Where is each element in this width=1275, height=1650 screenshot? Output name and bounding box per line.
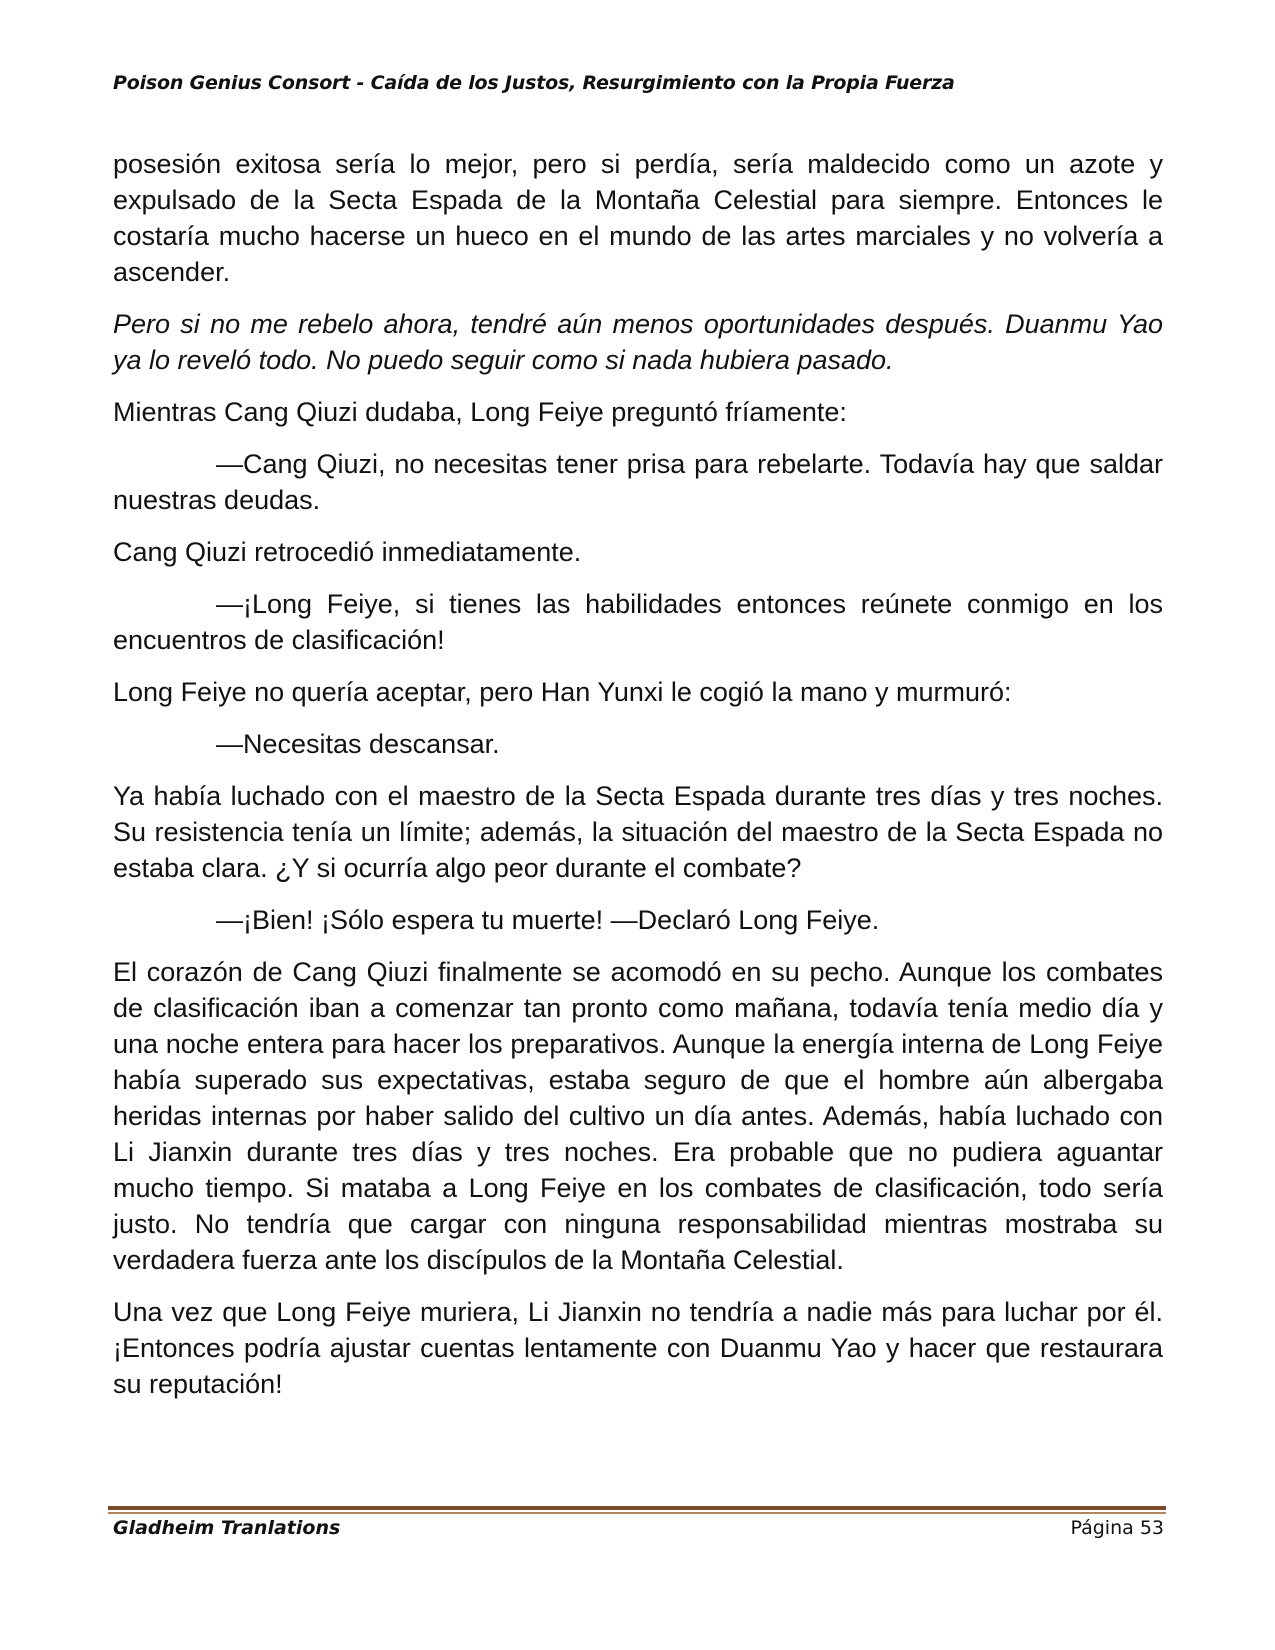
footer-rule-thin	[108, 1512, 1166, 1514]
footer-rule-thick	[108, 1506, 1166, 1510]
paragraph: Una vez que Long Feiye muriera, Li Jianxin no tendría a nadie más para luchar por él. ¡Entonces podría ajustar cuentas lentamente con Duanmu Yao y hacer que restaurara su reputación!	[113, 1297, 1163, 1399]
page-label: Página	[1070, 1517, 1134, 1539]
paragraph: Long Feiye no quería aceptar, pero Han Yunxi le cogió la mano y murmuró:	[113, 677, 1012, 707]
footer-publisher: Gladheim Tranlations	[113, 1517, 341, 1539]
paragraph: Mientras Cang Qiuzi dudaba, Long Feiye preguntó fríamente:	[113, 397, 847, 427]
body-text	[113, 146, 1163, 1418]
paragraph-italic-thought: Pero si no me rebelo ahora, tendré aún menos oportunidades después. Duanmu Yao ya lo reveló todo. No puedo seguir como si nada hubiera pasado.	[113, 309, 1163, 375]
dialog-line: —¡Long Feiye, si tienes las habilidades entonces reúnete conmigo en los encuentros de clasificación!	[113, 589, 1163, 655]
page-number: 53	[1139, 1517, 1164, 1539]
dialog-line: —Necesitas descansar.	[216, 729, 500, 759]
paragraph: Cang Qiuzi retrocedió inmediatamente.	[113, 537, 582, 567]
paragraph: Ya había luchado con el maestro de la Secta Espada durante tres días y tres noches. Su resistencia tenía un límite; además, la situación del maestro de la Secta Espada no estaba clara. ¿Y si ocurría algo peor durante el combate?	[113, 781, 1163, 883]
footer-page-number	[1070, 1517, 1164, 1539]
running-header: Poison Genius Consort - Caída de los Justos, Resurgimiento con la Propia Fuerza	[113, 72, 955, 94]
paragraph: El corazón de Cang Qiuzi finalmente se acomodó en su pecho. Aunque los combates de clasificación iban a comenzar tan pronto como mañana, todavía tenía medio día y una noche entera para hacer los preparativos. Aunque la energía interna de Long Feiye había superado sus expectativas, estaba seguro de que el hombre aún albergaba heridas internas por haber salido del cultivo un día antes. Además, había luchado con Li Jianxin durante tres días y tres noches. Era probable que no pudiera aguantar mucho tiempo. Si mataba a Long Feiye en los combates de clasificación, todo sería justo. No tendría que cargar con ninguna responsabilidad mientras mostraba su verdadera fuerza ante los discípulos de la Montaña Celestial.	[113, 957, 1163, 1275]
footer-rule	[108, 1506, 1166, 1514]
dialog-line: —Cang Qiuzi, no necesitas tener prisa para rebelarte. Todavía hay que saldar nuestras deudas.	[113, 449, 1163, 515]
dialog-line: —¡Bien! ¡Sólo espera tu muerte! —Declaró Long Feiye.	[216, 905, 880, 935]
paragraph: posesión exitosa sería lo mejor, pero si perdía, sería maldecido como un azote y expulsado de la Secta Espada de la Montaña Celestial para siempre. Entonces le costaría mucho hacerse un hueco en el mundo de las artes marciales y no volvería a ascender.	[113, 149, 1163, 287]
